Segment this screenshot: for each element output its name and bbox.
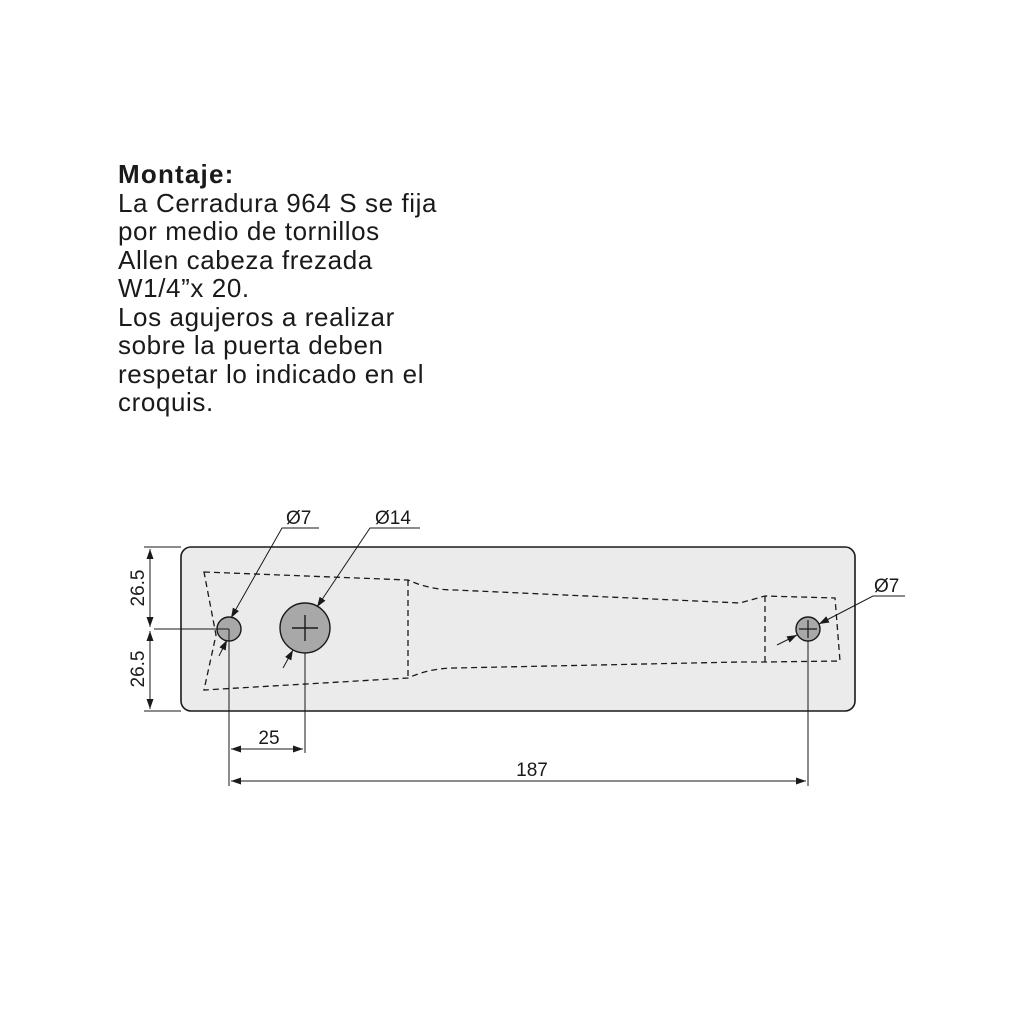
instructions-line: Los agujeros a realizar [118, 301, 395, 332]
instructions-line: respetar lo indicado en el [118, 358, 425, 389]
instructions-line: por medio de tornillos [118, 216, 380, 246]
instructions-line: croquis. [118, 387, 214, 417]
diameter-label-hole-small-right: Ø7 [874, 576, 900, 597]
instructions-line: La Cerradura 964 S se fija [118, 187, 438, 218]
dimension-label-height-upper: 26.5 [128, 569, 149, 607]
dimension-label-height-lower: 26.5 [128, 650, 149, 688]
instructions-heading: Montaje: [118, 159, 235, 189]
diameter-label-hole-small-left: Ø7 [286, 508, 312, 529]
instructions-line: Allen cabeza frezada [118, 244, 373, 275]
instructions-line: W1/4”x 20. [118, 273, 250, 303]
instructions-line: sobre la puerta deben [118, 330, 384, 360]
diameter-label-hole-large: Ø14 [375, 508, 411, 529]
dimension-label-spacing-holes: 25 [258, 728, 280, 749]
dimension-label-spacing-total: 187 [516, 760, 548, 781]
